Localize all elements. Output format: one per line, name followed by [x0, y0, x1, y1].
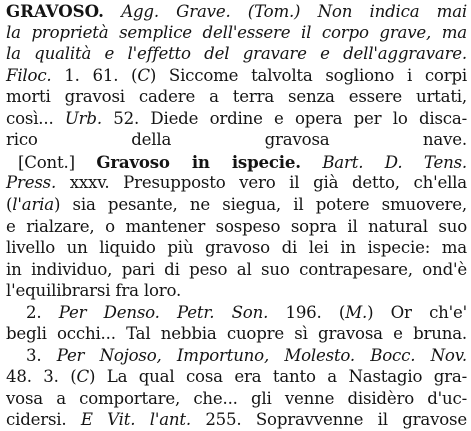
entry-text	[104, 2, 121, 21]
entry-text: C	[137, 65, 150, 85]
entry-line	[6, 43, 467, 65]
entry-text: E Vit. l'ant.	[80, 410, 191, 430]
entry-text: M.	[345, 302, 368, 322]
entry-text: 48. 3. (	[6, 367, 77, 387]
entry-text: morti gravosi cadere a terra senza essere urtati,	[6, 87, 467, 107]
entry-line	[6, 129, 467, 151]
entry-text: Press.	[6, 173, 57, 193]
entry-line	[26, 302, 467, 324]
entry-line	[6, 366, 467, 388]
entry-line	[6, 409, 467, 431]
entry-text: vosa a comportare, che... gli venne disidèro d'uc-	[6, 388, 467, 408]
entry-line	[6, 237, 467, 259]
entry-text: ) La qual cosa era tanto a Nastagio gra-	[88, 367, 467, 387]
entry-line	[6, 86, 467, 108]
entry-text: Agg. Grave. (Tom.) Non indica mai	[121, 2, 468, 21]
entry-line	[6, 194, 467, 216]
entry-text: 2.	[26, 302, 59, 322]
entry-line	[6, 108, 467, 130]
entry-text: ) Siccome talvolta sogliono i corpi	[149, 65, 467, 85]
entry-text	[301, 153, 323, 172]
entry-text: 52. Diede ordine e opera per lo disca-	[101, 108, 467, 128]
entry-line	[6, 259, 467, 281]
entry-line	[6, 0, 467, 22]
entry-text: e rialzare, o mantener sospeso sopra il natural suo	[6, 216, 467, 236]
entry-line	[6, 65, 467, 87]
entry-text: xxxv. Presupposto vero il già detto, ch'ella	[56, 173, 467, 193]
entry-text: livello un liquido più gravoso di lei in ispecie: ma	[6, 238, 467, 258]
entry-text: Bart. D. Tens.	[322, 152, 467, 172]
entry-text: rico della gravosa nave.	[6, 130, 467, 150]
entry-line	[6, 216, 467, 238]
entry-line	[26, 345, 467, 367]
entry-text: così...	[6, 108, 65, 128]
subentry-heading: Gravoso in ispecie.	[96, 151, 301, 172]
entry-text: la qualità e l'effetto del gravare e dell'aggravare.	[6, 44, 467, 64]
entry-text: in individuo, pari di peso al suo contrapesare, ond'è	[6, 259, 467, 279]
entry-line	[6, 22, 467, 44]
entry-text: Urb.	[64, 108, 102, 128]
entry-text: [Cont.]	[18, 152, 97, 172]
entry-text: C	[76, 367, 89, 387]
entry-line	[6, 323, 467, 345]
entry-text: Per Nojoso, Importuno, Molesto. Bocc. Nov.	[56, 345, 467, 365]
entry-text: l'aria	[12, 194, 54, 214]
entry-text: begli occhi... Tal nebbia cuopre sì gravosa e bruna.	[6, 324, 467, 344]
entry-text: Per Denso. Petr. Son.	[58, 302, 269, 322]
entry-text: Filoc.	[6, 65, 52, 85]
headword: GRAVOSO.	[6, 1, 104, 21]
entry-text: 255. Sopravvenne il gravose	[190, 410, 467, 430]
entry-text: ) Or ch'e'	[367, 302, 468, 322]
entry-text: (	[6, 194, 13, 214]
entry-line	[6, 172, 467, 194]
entry-text: l'equilibrarsi fra loro.	[6, 281, 182, 301]
entry-text: ) sia pesante, ne siegua, il potere smuovere,	[53, 194, 467, 214]
entry-text: 3.	[26, 345, 57, 365]
entry-line	[18, 151, 467, 173]
entry-text: 1. 61. (	[51, 65, 138, 85]
entry-text: 196. (	[268, 302, 346, 322]
entry-line	[6, 388, 467, 410]
entry-line	[6, 280, 467, 302]
entry-text: la proprietà semplice dell'essere il corpo grave, ma	[6, 22, 467, 42]
entry-text: cidersi.	[6, 410, 81, 430]
